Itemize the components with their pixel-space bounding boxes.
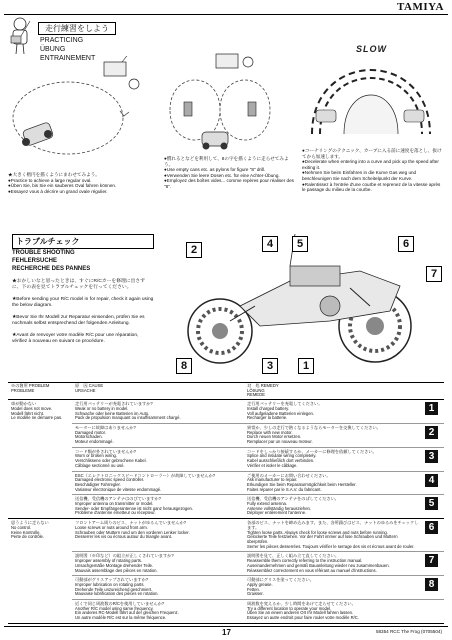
cause-cell: 送信機、受信機のアンテナはのびていますか? Improper antenna on transmitter or model. Sender- oder Empfängerantenne ist nicht ganz herausgezogen. Problème d'antenne émetteur ou récepteur. [72, 495, 244, 519]
practice-title-jp: 走行練習をしよう [38, 22, 116, 35]
callout-4: 4 [262, 236, 278, 252]
table-row [8, 600, 444, 624]
table-header-row [8, 383, 444, 400]
figure-eight-illustration [150, 50, 290, 170]
table-row [8, 495, 444, 519]
table-row [8, 576, 444, 600]
trouble-note-de: ★Bevor Sie Ihr Modell zur Reparatur einsenden, prüfen Sie es nochmals selbst entsprechend der folgenden Anleitung. [12, 315, 145, 326]
page-number: 17 [222, 628, 231, 637]
row-number-badge: 2 [425, 426, 438, 439]
trouble-note-jp: ★おかしいなと思ったときは、すぐにR/Cカーを修理に出さずに、下の表を見てトラブルチェックを行ってください。 [12, 279, 145, 290]
row-number-badge: 5 [425, 497, 438, 510]
caption-curve: ●コーナリングのテクニック、カーブに入る前に速度を落とし、抜けてから加速します。 ●Decelerate when entering into a curve and pick up the speed after exiting it. ●Nehmen Sie beim Einfahren in die Kurve Gas weg und beschleunigen Sie nach dem Scheitelpunkt der Kurve. ●Ralentissez à l'entrée d'une courbe et reprenez de la vitesse après le passage du milieu de la courbe. [302, 148, 442, 193]
trouble-shooting-section [12, 234, 154, 345]
trouble-title-jp: トラブルチェック [12, 234, 154, 249]
header-remedy: 対 処 REMEDY LÖSUNG REMEDE [244, 383, 422, 400]
table-row [8, 471, 444, 495]
cause-cell: フロントアーム周りのビス、ナットがゆるんでいませんか? Loose screws or nuts around front arm. Schrauben oder Muttern rund um den vorderen Lenker locker. Desserrer les vis ou écrous autour du triangle avant. [72, 519, 244, 552]
trouble-note-en: ★Before sending your R/C model in for repair, check it again using the below diagram. [12, 297, 154, 308]
cause-cell: 説明図（※印など）の組立が正しくされていますか? Improper assembly of rotating parts. Unsachgemäße Montage drehender Teile. Mauvais assemblage des pièces en rotation. [72, 552, 244, 576]
callout-7: 7 [426, 266, 442, 282]
table-row [8, 423, 444, 447]
oval-practice-illustration [6, 56, 146, 166]
remedy-cell: 走行用バッテリーを充電してください。 Install charged battery. Voll aufgeladene Batterien einlegen. Recharger la batterie. [244, 400, 422, 424]
callout-5: 5 [292, 236, 308, 252]
callout-6: 6 [398, 236, 414, 252]
row-number-badge: 1 [425, 402, 438, 415]
row-number-badge: 8 [425, 578, 438, 591]
child-with-transmitter-icon [8, 16, 34, 56]
remedy-cell: 各部のビス、ナットを締め込みます。また、各所錆びはビス、ナットのゆるみをチェックします。 Tighten loose parts. Always check for loose screws and nuts before running. Gelockerte Teile festziehen. Vor der Fahrt immer auf lose Schrauben und Muttern überprüfen. Serrer les pièces desserrées. Toujours vérifier le serrage des vis et écrous avant de rouler. [244, 519, 422, 552]
slow-curve-illustration [296, 24, 446, 144]
problem-cell: 車が動かない Model does not move. Modell fährt nicht. Le modèle ne démarre pas. [8, 400, 72, 519]
trouble-note-fr: ★Avant de renvoyer votre modèle R/C pour une réparation, vérifiez à nouveau en suivant ce procédure. [12, 333, 139, 344]
remedy-cell: コードをしっかり接続するか、メーカーに修理を依頼してください。 Splice and insulate wiring completely. Kabel ausschließlich dort verbinden. Vérifier et isoler le câblage. [244, 447, 422, 471]
practice-title-fr: ENTRAINEMENT [40, 55, 96, 62]
table-row [8, 519, 444, 552]
slow-sign: SLOW [356, 44, 387, 54]
cause-cell: コード類が外されていませんか? Worn or broken wiring. Verschlissene oder gebrochene Kabel. Câblage sectionné ou usé. [72, 447, 244, 471]
remedy-cell: 可動部にグリスを塗ってください。 Apply grease. Fetten. Graisser. [244, 576, 422, 600]
callout-2: 2 [186, 242, 202, 258]
practice-title-en: PRACTICING [40, 37, 84, 44]
cause-cell: 走行用バッテリーが充電されていますか? Weak or no battery in model. Schwache oder keine Batterien im Auto. Pack de propulsion manquant ou insuffisamment chargé. [72, 400, 244, 424]
caption-oval: ★大きく楕円を描くようにまわせてみよう。 ●Practice to achieve a large regular oval. ●Üben Sie, bis Sie ein sauberes Oval fahren können. ●Essayez vous à décrire un grand ovale régulier. [8, 172, 117, 194]
callout-3: 3 [262, 358, 278, 374]
callout-8: 8 [176, 358, 192, 374]
footer-identifier: 58354 RCC The Frog (0705504) [375, 629, 442, 634]
cause-cell: ESC（エレクトロニックスピードコントローラー）が故障していませんか? Damaged electronic speed controller. Beschädigter Fahrregler. Variateur électronique de vitesse endommagé. [72, 471, 244, 495]
caption-figure-eight: ●慣れるとなどを利用して、8の字を描くように走らせてみよう。 ●Use empty cans etc. as pylons for figure "8" drill. ●Verwenden Sie leere Dosen etc. für eine Achter-Übung. ●Employez des boîtes vides... comme repères pour réaliser des "8". [164, 156, 294, 189]
row-number-badge: 4 [425, 474, 438, 487]
remedy-cell: ご使用のメーカーにお問い合わせください。 Ask manufacturer to repair. Erkundigen Sie beim Reparaturmöglichkeit beim Hersteller. Faites réparer par le S.A.V. du fabricant. [244, 471, 422, 495]
cause-cell: 近くで同じ周波数のR/Cを使用していませんか? Another R/C model using same frequency. Ein anderes RC-Modell fährt auf der gleichen Frequenz. Un autre modèle R/C est sur la même fréquence. [72, 600, 244, 624]
row-number-badge: 7 [425, 554, 438, 567]
trouble-title-de: FEHLERSUCHE [12, 258, 58, 264]
cause-cell: モーターに故障はありませんか? Damaged motor. Motorschaden. Moteur endommagé. [72, 423, 244, 447]
remedy-cell: 異常か、少しの走行で熱くなるようならモーターを交換してください。 Replace with new motor. Durch neuen Motor ersetzen. Remplacer par un nouveau moteur. [244, 423, 422, 447]
trouble-table [8, 382, 444, 624]
table-row [8, 447, 444, 471]
top-rule [4, 14, 448, 15]
table-row [8, 400, 444, 424]
callout-1: 1 [298, 358, 314, 374]
header-cause: 原 因 CAUSE URSACHE [72, 383, 244, 400]
trouble-title-fr: RECHERCHE DES PANNES [12, 266, 91, 272]
row-number-badge: 3 [425, 450, 438, 463]
row-number-badge: 6 [425, 521, 438, 534]
problem-cell: 思うように走らない No control. Keine Kontrolle. Perte de contrôle. [8, 519, 72, 624]
remedy-cell: 説明図を見て、正しく組み立て直してください。 Reassemble them correctly referring to the instruction manual. Auseinandernehmen und gemäß Bauanleitung wieder neu zusammenbauen. Réassemblez correctement en vous référant au manuel d'instructions. [244, 552, 422, 576]
brand-logo: TAMIYA [396, 1, 444, 13]
footer-rule [4, 626, 448, 627]
remedy-cell: 送信機、受信機のアンテナをのばしてください。 Fully extend antenna. Antenne vollständig herausziehen. Déployer entièrement l'antenne. [244, 495, 422, 519]
practice-title-de: ÜBUNG [40, 46, 66, 53]
trouble-title-en: TROUBLE SHOOTING [12, 250, 75, 256]
table-row [8, 552, 444, 576]
header-problem: ※の箇所 PROBLEM PROBLEME [8, 383, 72, 400]
cause-cell: 可動部がグリスアップされていますか? Improper lubrication on rotating parts. Drehende Teile unzureichend geschmiert. Mauvaise lubrification des pièces en rotation. [72, 576, 244, 600]
remedy-cell: 周波数を変えるか、少し時間をあけて走らせてください。 Try a different location to operate your model. Üben Sie an einem anderen Ort Ihr Modell fahren lassen. Essayez un autre endroit pour faire rouler votre modèle R/C. [244, 600, 422, 624]
